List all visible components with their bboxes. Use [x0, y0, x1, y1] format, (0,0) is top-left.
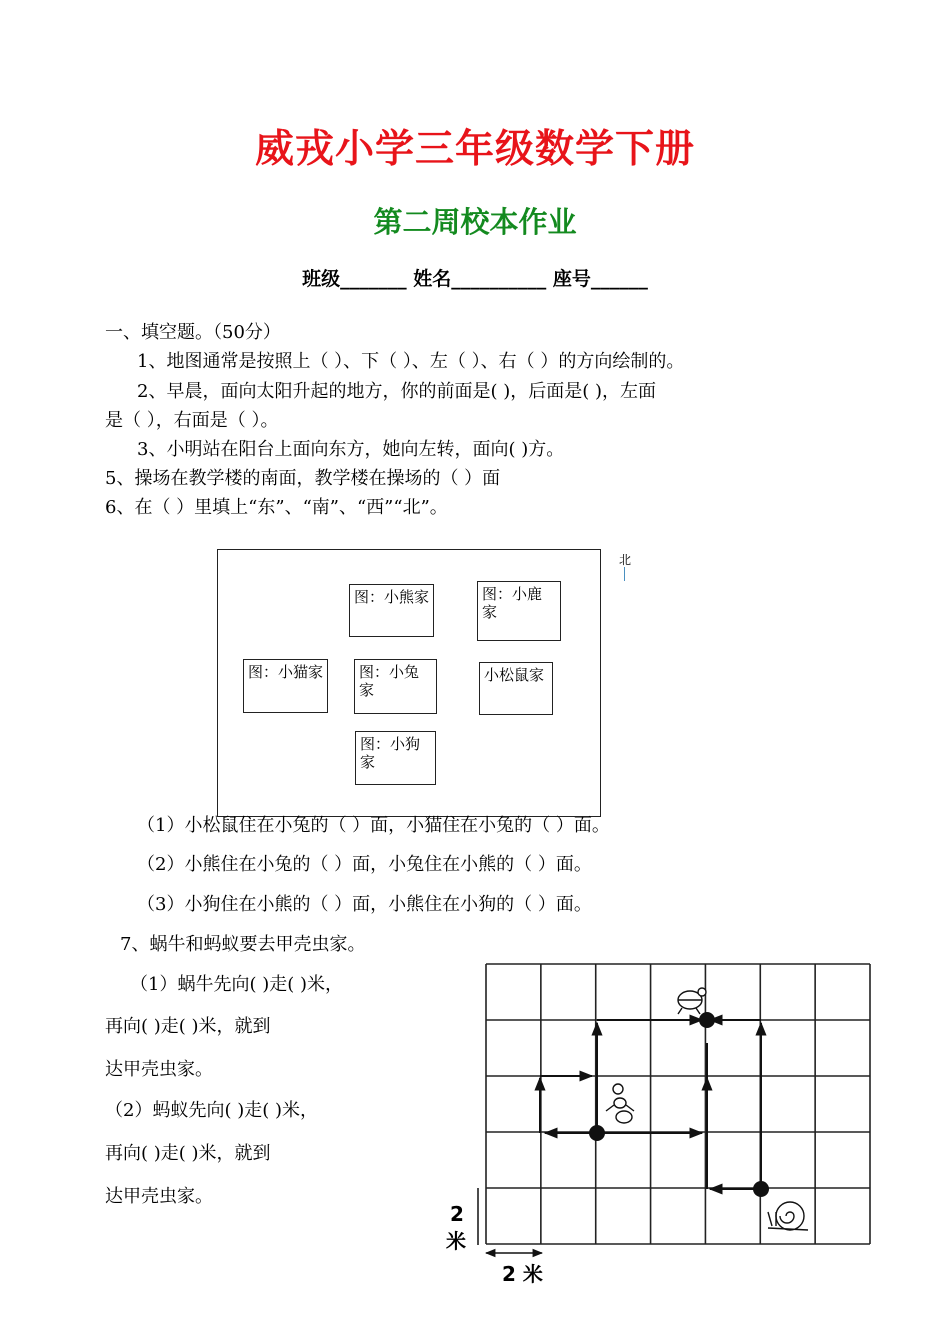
scale-horizontal-label: 2 米: [502, 1262, 543, 1286]
map-question-2: （2）小熊住在小兔的（ ）面，小兔住在小熊的（ ）面。: [137, 854, 592, 875]
question-7-heading: 7、蜗牛和蚂蚁要去甲壳虫家。: [120, 934, 366, 955]
route-grid-figure: [440, 958, 880, 1288]
grid-lines: [486, 964, 870, 1244]
scale-vertical-label: 2: [450, 1202, 464, 1226]
question-2-line-2: 是（ ），右面是（ ）。: [105, 410, 279, 431]
q7-text-line-2: 再向( )走( )米，就到: [105, 1016, 271, 1037]
question-3: 3、小明站在阳台上面向东方，她向左转，面向( )方。: [137, 439, 565, 460]
map-box-squirrel: 小松鼠家: [479, 662, 553, 715]
student-info-line: 班级_______ 姓名__________ 座号______: [302, 268, 648, 290]
map-box-cat: 图：小猫家: [243, 659, 328, 713]
map-box-rabbit: 图：小兔家: [354, 659, 437, 714]
beetle-icon: [678, 988, 706, 1014]
page-subtitle: 第二周校本作业: [373, 205, 577, 239]
map-question-1: （1）小松鼠住在小兔的（ ）面，小猫住在小兔的（ ）面。: [137, 815, 610, 836]
north-arrow-icon: [624, 567, 625, 581]
page-title: 威戎小学三年级数学下册: [254, 127, 695, 172]
snail-route: [707, 1020, 761, 1189]
question-5: 5、操场在教学楼的南面，教学楼在操场的（ ）面: [105, 468, 501, 489]
question-6: 6、在（ ）里填上“东”、“南”、“西”“北”。: [105, 497, 448, 518]
q7-text-line-1: （1）蜗牛先向( )走( )米，: [130, 974, 343, 995]
map-question-3: （3）小狗住在小熊的（ ）面，小熊住在小狗的（ ）面。: [137, 894, 592, 915]
section-heading: 一、填空题。（50分）: [105, 322, 281, 343]
ant-icon: [606, 1084, 634, 1123]
snail-icon: [768, 1202, 808, 1230]
q7-text-line-3: 达甲壳虫家。: [105, 1059, 213, 1080]
map-box-bear: 图：小熊家: [349, 584, 434, 637]
q7-text-line-6: 达甲壳虫家。: [105, 1186, 213, 1207]
question-1: 1、地图通常是按照上（ ）、下（ ）、左（ ）、右（ ）的方向绘制的。: [137, 351, 685, 372]
beetle-home-dot: [699, 1012, 715, 1028]
snail-start-dot: [753, 1181, 769, 1197]
map-box-deer: 图：小鹿家: [477, 581, 561, 641]
scale-vertical-unit: 米: [446, 1229, 466, 1253]
q7-text-line-4: （2）蚂蚁先向( )走( )米，: [105, 1100, 318, 1121]
map-box-dog: 图：小狗家: [355, 731, 436, 785]
question-2-line-1: 2、早晨，面向太阳升起的地方，你的前面是( )，后面是( )，左面: [137, 381, 656, 402]
ant-start-dot: [589, 1125, 605, 1141]
q7-text-line-5: 再向( )走( )米，就到: [105, 1143, 271, 1164]
north-label: 北: [619, 553, 632, 567]
